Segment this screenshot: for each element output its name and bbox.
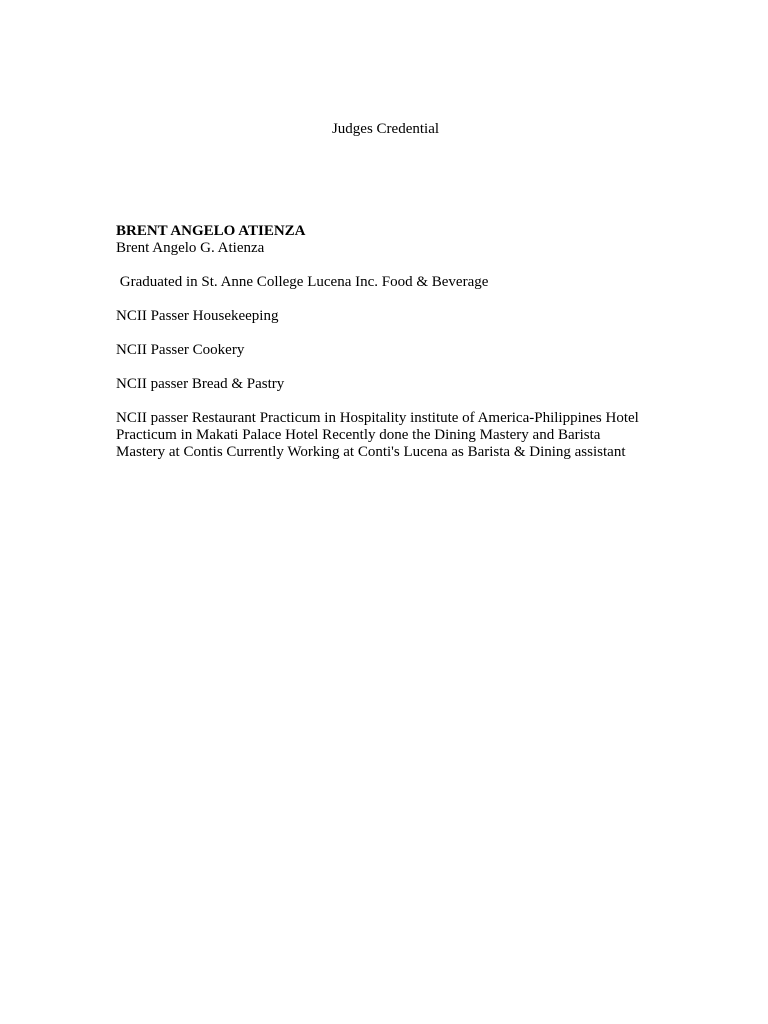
document-body xyxy=(116,223,646,461)
document-title: Judges Credential xyxy=(331,121,440,137)
spacer xyxy=(116,393,646,410)
experience-paragraph: NCII passer Restaurant Practicum in Hospitality institute of America-Philippines Hotel Practicum in Makati Palace Hotel Recently done the Dining Mastery and Barista Mastery at Contis Currently Working at Conti's Lucena as Barista & Dining assistant xyxy=(116,410,639,460)
spacer xyxy=(116,325,646,342)
judge-full-name: Brent Angelo G. Atienza xyxy=(116,240,265,256)
credential-item: NCII passer Bread & Pastry xyxy=(116,376,285,392)
spacer xyxy=(116,257,646,274)
judge-name-heading: BRENT ANGELO ATIENZA xyxy=(116,223,306,239)
spacer xyxy=(116,359,646,376)
education-line: Graduated in St. Anne College Lucena Inc. Food & Beverage xyxy=(116,274,489,290)
spacer xyxy=(116,291,646,308)
credential-item: NCII Passer Housekeeping xyxy=(116,308,279,324)
credential-item: NCII Passer Cookery xyxy=(116,342,245,358)
